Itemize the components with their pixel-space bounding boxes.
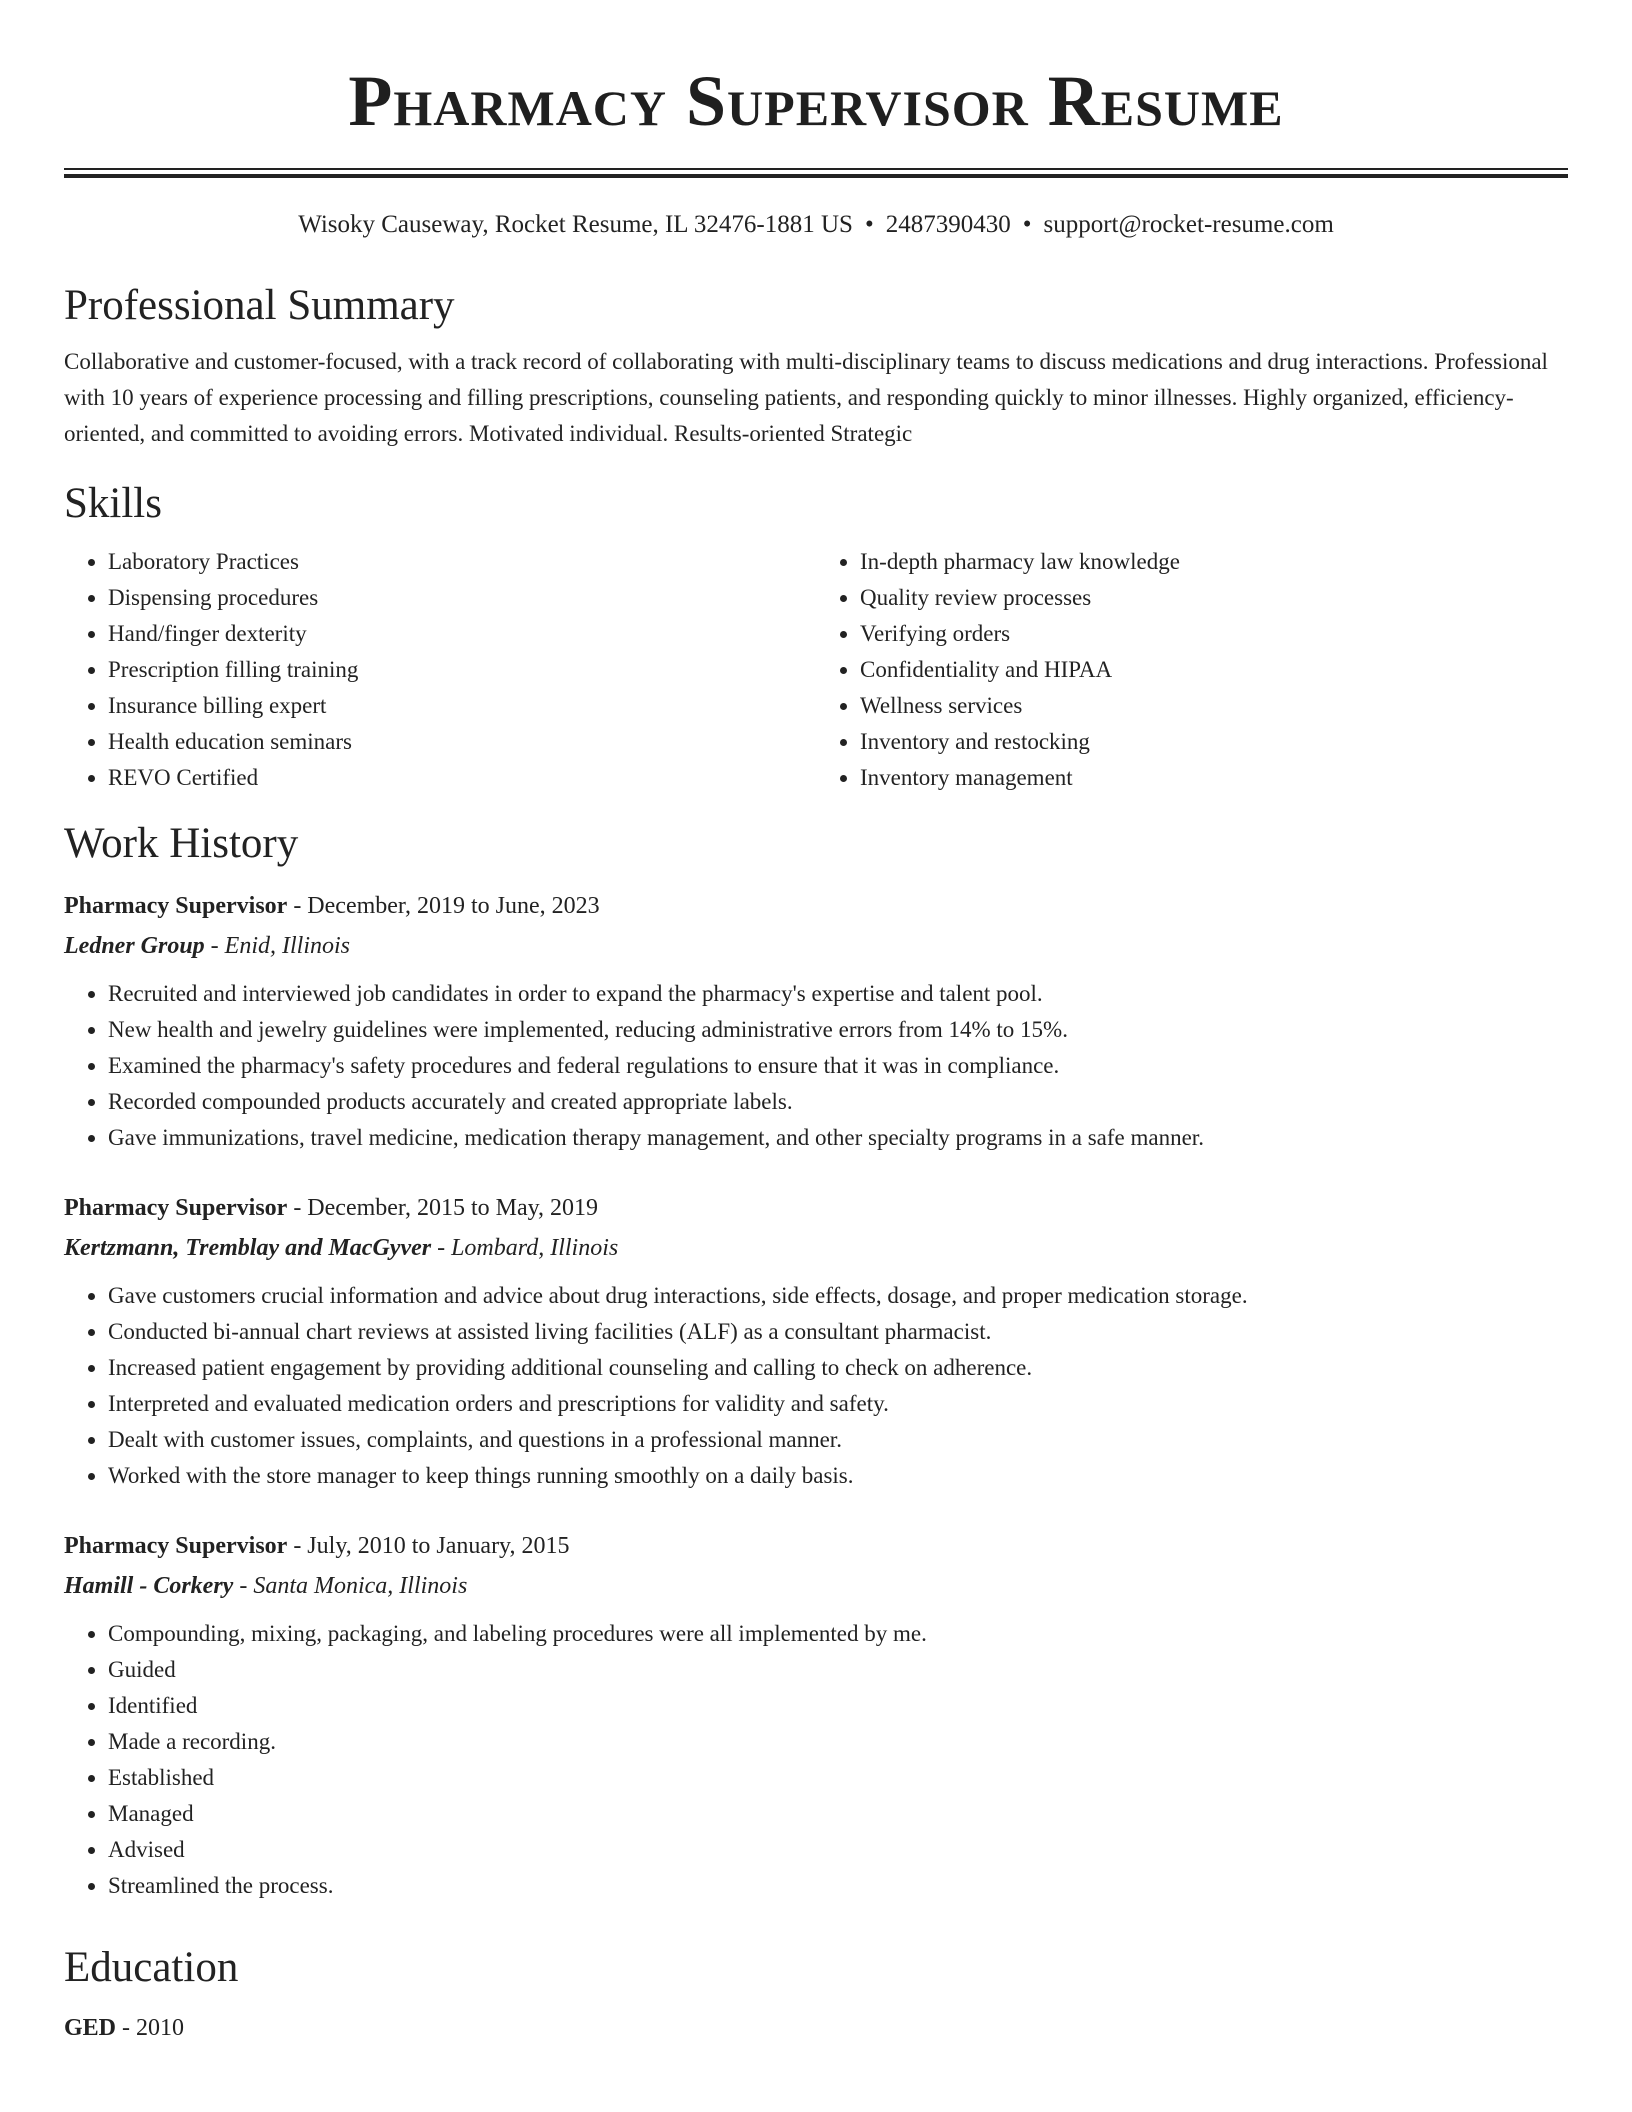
contact-separator: • [864, 211, 874, 238]
company-location: - Enid, Illinois [210, 933, 350, 959]
contact-address: Wisoky Causeway, Rocket Resume, IL 32476-1881 US [298, 211, 853, 238]
skill-item: • In-depth pharmacy law knowledge [860, 544, 1568, 580]
job-dates: - December, 2019 to June, 2023 [293, 893, 600, 919]
list-item: • Gave immunizations, travel medicine, medication therapy management, and other specialty programs in a safe manner. [108, 1120, 1568, 1156]
skill-item: • Health education seminars [108, 724, 816, 760]
list-item: • Recruited and interviewed job candidates in order to expand the pharmacy's expertise and talent pool. [108, 976, 1568, 1012]
company-location: - Santa Monica, Illinois [239, 1573, 468, 1599]
company-line [64, 1228, 1568, 1268]
list-item: • Established [108, 1760, 1568, 1796]
company-name: Ledner Group [64, 933, 205, 959]
work-history-heading: Work History [64, 820, 299, 867]
skill-item: • Wellness services [860, 688, 1568, 724]
list-item: • Compounding, mixing, packaging, and labeling procedures were all implemented by me. [108, 1616, 1568, 1652]
skill-item: • Inventory management [860, 760, 1568, 796]
job-title: Pharmacy Supervisor [64, 1195, 288, 1221]
education-entry [64, 2008, 1568, 2048]
skill-item: • Verifying orders [860, 616, 1568, 652]
list-item: • Guided [108, 1652, 1568, 1688]
skill-item: • Dispensing procedures [108, 580, 816, 616]
job-bullets [64, 976, 1568, 1156]
education-heading: Education [64, 1944, 239, 1991]
job-bullets [64, 1278, 1568, 1494]
skills-left-list [64, 544, 816, 796]
skill-item: • Quality review processes [860, 580, 1568, 616]
skill-item: • Prescription filling training [108, 652, 816, 688]
education-degree: GED [64, 2015, 117, 2041]
job-title-line [64, 1526, 1568, 1566]
skills-right-list [816, 544, 1568, 796]
list-item: • Gave customers crucial information and advice about drug interactions, side effects, dosage, and proper medication storage. [108, 1278, 1568, 1314]
skill-item: • Laboratory Practices [108, 544, 816, 580]
summary-heading: Professional Summary [64, 282, 455, 329]
skill-item: • Inventory and restocking [860, 724, 1568, 760]
list-item: • Conducted bi-annual chart reviews at assisted living facilities (ALF) as a consultant pharmacist. [108, 1314, 1568, 1350]
list-item: • Made a recording. [108, 1724, 1568, 1760]
job-title-line [64, 1188, 1568, 1228]
job-dates: - July, 2010 to January, 2015 [293, 1533, 570, 1559]
job-entry [64, 1188, 1568, 1494]
job-dates: - December, 2015 to May, 2019 [293, 1195, 599, 1221]
education-year: - 2010 [122, 2015, 185, 2041]
job-entry [64, 886, 1568, 1156]
company-line [64, 1566, 1568, 1606]
contact-separator: • [1022, 211, 1032, 238]
job-entry [64, 1526, 1568, 1904]
job-title: Pharmacy Supervisor [64, 1533, 288, 1559]
list-item: • Dealt with customer issues, complaints, and questions in a professional manner. [108, 1422, 1568, 1458]
list-item: • Identified [108, 1688, 1568, 1724]
skill-item: • REVO Certified [108, 760, 816, 796]
company-location: - Lombard, Illinois [437, 1235, 619, 1261]
list-item: • Worked with the store manager to keep things running smoothly on a daily basis. [108, 1458, 1568, 1494]
list-item: • Managed [108, 1796, 1568, 1832]
summary-text: Collaborative and customer-focused, with a track record of collaborating with multi-disciplinary teams to discuss medications and drug interactions. Professional with 10 years of experience processing and filling prescriptions, counseling patients, and responding quickly to minor illnesses. Highly organized, efficiency-oriented, and committed to avoiding errors. Motivated individual. Results-oriented Strategic [64, 349, 1548, 446]
job-title: Pharmacy Supervisor [64, 893, 288, 919]
company-name: Hamill - Corkery [64, 1573, 234, 1599]
list-item: • Recorded compounded products accurately and created appropriate labels. [108, 1084, 1568, 1120]
skills-columns [64, 544, 1568, 796]
company-line [64, 926, 1568, 966]
title-divider [64, 168, 1568, 178]
skill-item: • Hand/finger dexterity [108, 616, 816, 652]
company-name: Kertzmann, Tremblay and MacGyver [64, 1235, 432, 1261]
skill-item: • Insurance billing expert [108, 688, 816, 724]
skills-heading: Skills [64, 480, 162, 527]
skill-item: • Confidentiality and HIPAA [860, 652, 1568, 688]
page-title: Pharmacy Supervisor Resume [348, 61, 1284, 141]
list-item: • Interpreted and evaluated medication orders and prescriptions for validity and safety. [108, 1386, 1568, 1422]
job-title-line [64, 886, 1568, 926]
job-bullets [64, 1616, 1568, 1904]
list-item: • New health and jewelry guidelines were implemented, reducing administrative errors from 14% to 15%. [108, 1012, 1568, 1048]
contact-line [64, 208, 1568, 242]
contact-email: support@rocket-resume.com [1043, 211, 1334, 238]
list-item: • Streamlined the process. [108, 1868, 1568, 1904]
contact-phone: 2487390430 [885, 211, 1011, 238]
list-item: • Advised [108, 1832, 1568, 1868]
list-item: • Examined the pharmacy's safety procedures and federal regulations to ensure that it was in compliance. [108, 1048, 1568, 1084]
list-item: • Increased patient engagement by providing additional counseling and calling to check on adherence. [108, 1350, 1568, 1386]
